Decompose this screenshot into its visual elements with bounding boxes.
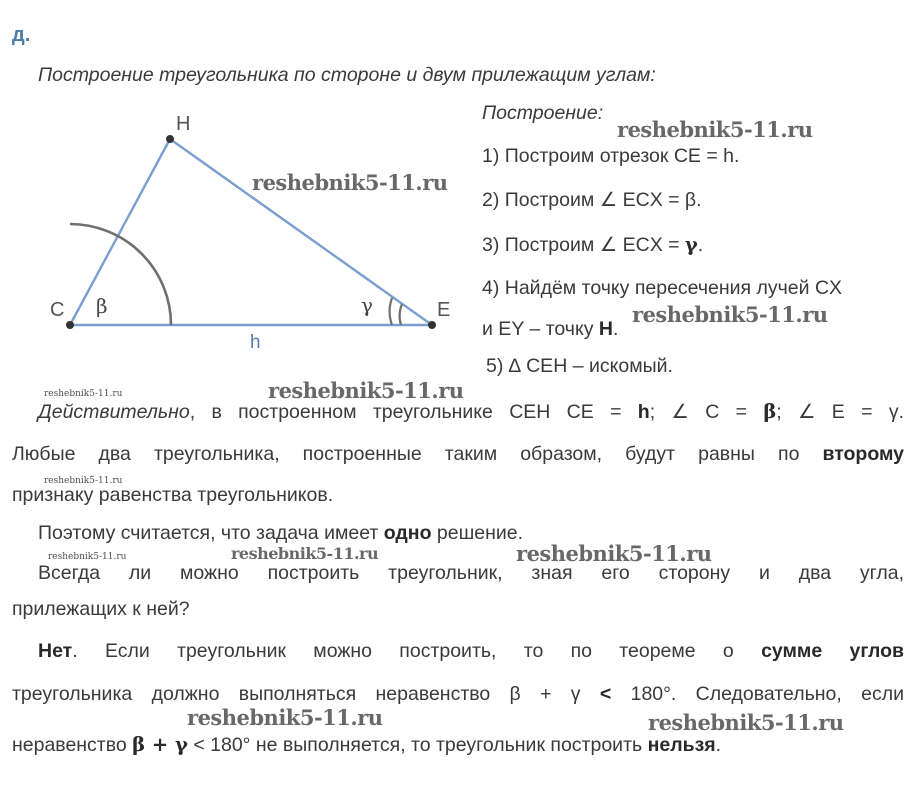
p5-text-2: треугольника должно выполняться неравенство β + γ: [12, 683, 600, 705]
p5-bold-cannot: нельзя: [647, 734, 716, 756]
side-ch: [70, 139, 170, 325]
label-beta: β: [96, 294, 108, 318]
paragraph-answer-line-2: [12, 683, 904, 706]
watermark: reshebnik5-11.ru: [516, 541, 712, 566]
point-h: [166, 135, 174, 143]
watermark: reshebnik5-11.ru: [632, 302, 828, 327]
step-2: 2) Построим ∠ ECX = β.: [482, 189, 702, 211]
label-h-vertex: H: [176, 113, 191, 135]
p3-text-1: Поэтому считается, что задача имеет: [38, 522, 384, 544]
step-4-end: .: [612, 318, 619, 340]
step-5: 5) ∆ CEH – искомый.: [486, 355, 673, 377]
watermark: reshebnik5-11.ru: [252, 170, 448, 195]
p1-text-3: ; ∠ E = γ.: [776, 401, 904, 423]
p1-text-1: , в построенном треугольнике CEH CE =: [189, 401, 638, 423]
triangle-figure: [0, 90, 480, 360]
section-letter: д.: [12, 24, 31, 46]
paragraph-answer-line-3: [12, 733, 904, 757]
paragraph-answer-line-1: [12, 640, 904, 663]
arc-gamma-outer: [390, 298, 392, 325]
p3-text-2: решение.: [431, 522, 524, 544]
paragraph-one-solution: [12, 522, 904, 545]
watermark: reshebnik5-11.ru: [617, 117, 813, 142]
p5-text-6: .: [715, 734, 722, 756]
step-4-line-2: [482, 318, 618, 341]
arc-beta: [70, 224, 171, 325]
p5-text-1: . Если треугольник можно построить, то по теореме о: [72, 640, 762, 662]
watermark: reshebnik5-11.ru: [48, 552, 127, 562]
step-3-gamma: γ: [684, 233, 698, 256]
watermark: reshebnik5-11.ru: [231, 544, 379, 563]
watermark: reshebnik5-11.ru: [44, 389, 123, 399]
section-subtitle: Построение треугольника по стороне и двум прилежащим углам:: [38, 64, 656, 86]
p5-text-5: < 180° не выполняется, то треугольник построить: [187, 734, 648, 756]
p3-bold-one: одно: [383, 522, 432, 544]
paragraph-question-line-1: Всегда ли можно построить треугольник, зная его сторону и два угла,: [38, 562, 904, 584]
watermark: reshebnik5-11.ru: [268, 378, 464, 403]
p2-text-1: Любые два треугольника, построенные таким образом, будут равны по: [12, 443, 823, 465]
paragraph-question-line-2: прилежащих к ней?: [12, 598, 190, 620]
p1-bold-beta: β: [763, 400, 777, 423]
watermark: reshebnik5-11.ru: [187, 705, 383, 730]
p5-bold-sum: сумме углов: [761, 640, 904, 662]
point-c: [66, 321, 74, 329]
step-3-end: .: [697, 234, 704, 256]
p1-text-2: ; ∠ C =: [649, 401, 764, 423]
step-4-text: и EY – точку: [482, 318, 599, 340]
paragraph-indeed: [12, 400, 904, 424]
paragraph-equal-line-1: [12, 443, 904, 466]
label-h-side: h: [250, 332, 261, 353]
label-c-vertex: C: [50, 299, 65, 321]
label-gamma: γ: [361, 293, 373, 317]
p5-bold-lt: <: [599, 683, 612, 705]
step-3: [482, 233, 703, 257]
p2-bold-second: второму: [822, 443, 904, 465]
step-3-text: 3) Построим ∠ ECX =: [482, 234, 685, 256]
p5-text-4: неравенство: [12, 734, 133, 756]
watermark: reshebnik5-11.ru: [648, 710, 844, 735]
label-e-vertex: E: [437, 299, 451, 321]
p5-bold-beta-gamma: β + γ: [132, 733, 188, 756]
watermark: reshebnik5-11.ru: [44, 476, 123, 486]
p1-bold-h: h: [637, 401, 650, 423]
arc-gamma-inner: [400, 304, 402, 325]
p1-italic: Действительно: [38, 401, 190, 423]
step-4-line-1: 4) Найдём точку пересечения лучей CX: [482, 277, 843, 299]
step-1: 1) Построим отрезок CE = h.: [482, 145, 740, 167]
p5-bold-no: Нет: [38, 640, 73, 662]
point-e: [428, 321, 436, 329]
step-4-point-h: H: [598, 318, 613, 340]
p5-text-3: 180°. Следовательно, если: [611, 683, 905, 705]
steps-title: Построение:: [482, 102, 604, 124]
paragraph-equal-line-2: признаку равенства треугольников.: [12, 484, 334, 506]
side-he: [170, 139, 432, 325]
